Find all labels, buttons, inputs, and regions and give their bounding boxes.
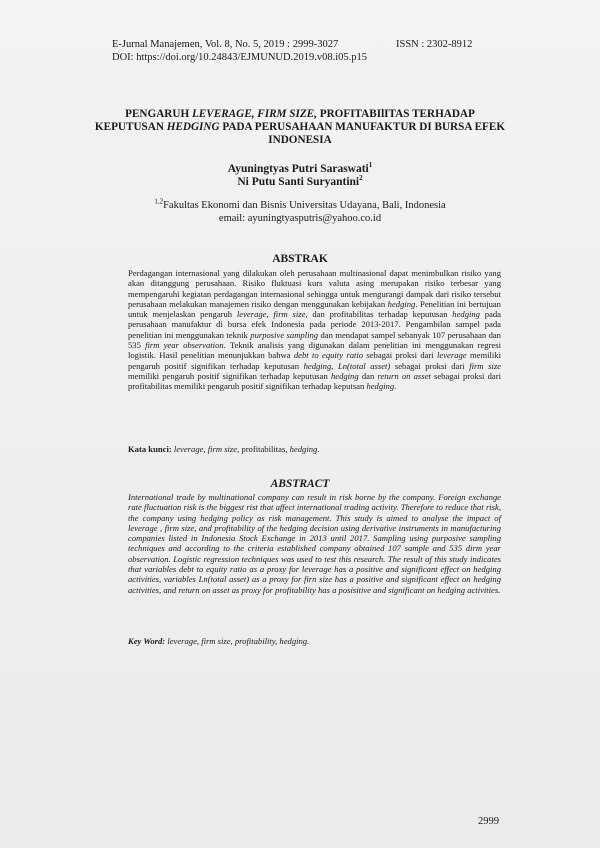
doi: DOI: https://doi.org/10.24843/EJMUNUD.2019.v08.i05.p15 xyxy=(112,52,368,63)
abstract-heading: ABSTRACT xyxy=(270,478,330,490)
author-2: Ni Putu Santi Suryantini$^2$ xyxy=(237,174,363,188)
journal-citation: E-Jurnal Manajemen, Vol. 8, No. 5, 2019 : 2999-3027 xyxy=(112,39,339,50)
issn: ISSN : 2302-8912 xyxy=(396,39,473,50)
paper-title: PENGARUH LEVERAGE, FIRM SIZE, PROFITABIlITAS TERHADAP KEPUTUSAN HEDGING PADA PERUSAHAAN MANUFAKTUR DI BURSA EFEK INDONESIA xyxy=(94,108,506,146)
abstrak-body: Perdagangan internasional yang dilakukan oleh perusahaan multinasional dapat menimbulkan risiko yang akan ditanggung perusahaan. Risiko fluktuasi kurs valuta asing merupakan risiko terbesar yang mempengaruhi kegiatan perdagangan internasional sehingga untuk mengurangi dampak dari risiko tersebut perusahaan melakukan manajemen risiko dengan menggunakan kebijakan hedging. Penelitian ini bertujuan untuk menjelaskan pengaruh leverage, firm size, dan profitabilitas terhadap keputusan hedging pada perusahaan manufaktur di bursa efek Indonesia pada periode 2013-2017. Pengambilan sampel pada penelitian ini menggunakan teknik purposive sampling dan mendapat sampel sebanyak 107 perusahaan dan 535 firm year observation. Teknik analisis yang digunakan dalam penelitian ini menggunakan regresi logistik. Hasil penelitian menunjukkan bahwa debt to equity ratio sebagai proksi dari leverage memiliki pengaruh positif signifikan terhadap keputusan hedging, Ln(total asset) sebagai proksi dari firm size memiliki pengaruh positif signifikan terhadap keputusan hedging dan return on asset sebagai proksi dari profitabilitas memiliki pengaruh positif signifikan terhadap keputsan hedging. xyxy=(128,268,501,392)
author-1: Ayuningtyas Putri Saraswati$^1$ xyxy=(227,161,373,175)
email: email: ayuningtyasputris@yahoo.co.id xyxy=(218,213,382,224)
affiliation xyxy=(110,199,490,225)
institution: $^{1,2}$Fakultas Ekonomi dan Bisnis Universitas Udayana, Bali, Indonesia xyxy=(154,197,446,211)
abstrak-heading: ABSTRAK xyxy=(272,253,328,265)
page-number: 2999 xyxy=(478,816,499,827)
abstract-body: International trade by multinational company can result in risk borne by the company. Foreign exchange rate fluctuation risk is the biggest rist that affect international trading activity. Therefore to reduce that risk, the company using hedging policy as risk management. This study is aimed to analyse the impact of leverage , firm size, and profitability of the hedging decision using derivative instruments in manufacturing companies listed in Indonesia Stock Exchange in 2013 until 2017. Sampling using purposive sampling techniques and according to the criteria established company obtained 107 sample and 535 dirm year observation. Logistic regression techniques was used to test this research. The result of this study indicates that variables debt to equity ratio as a proxy for leverage has a positive and significant effect on hedging activities, variables Ln(total asset) as a proxy for firn size has a positive and significant effect on hedging activities, and return on asset as proxy for profitability has a posisitive and significant on hedging activities. xyxy=(128,492,501,595)
key-words: Key Word: leverage, firm size, profitability, hedging. xyxy=(128,636,310,646)
kata-kunci: Kata kunci: leverage, firm size, profitabilitas, hedging. xyxy=(128,444,320,454)
author-list xyxy=(150,163,450,189)
